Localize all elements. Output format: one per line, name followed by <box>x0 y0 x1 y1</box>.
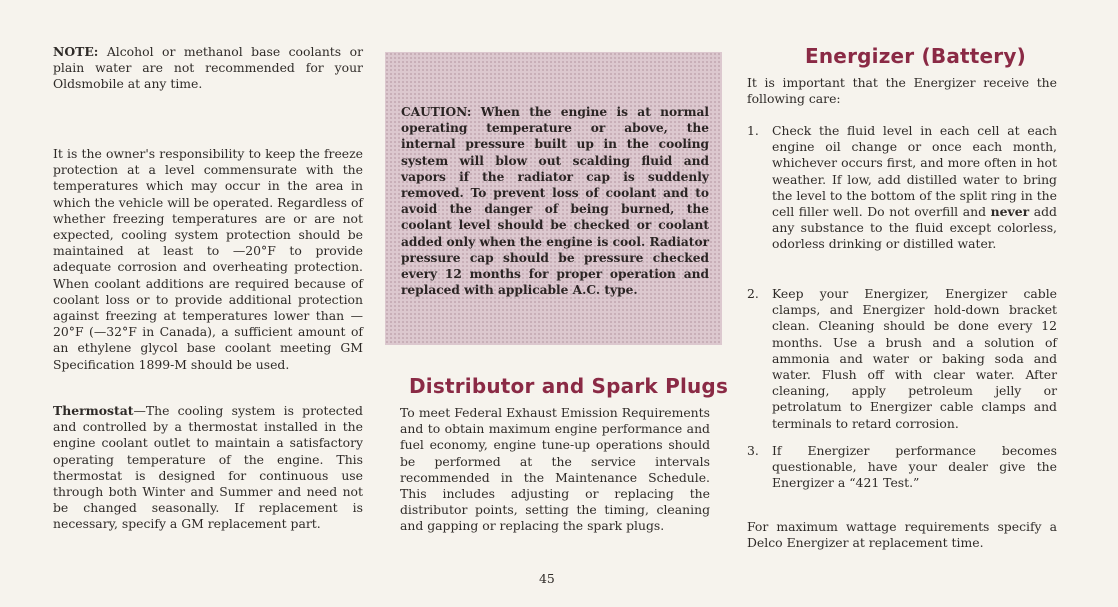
energizer-footer: For maximum wattage requirements specify a Delco Energizer at replacement time. <box>747 519 1057 551</box>
list-item-text: If Energizer performance becomes questionable, have your dealer give the Energizer a “421 Test.” <box>772 443 1057 491</box>
distributor-heading: Distributor and Spark Plugs <box>409 374 729 398</box>
list-item <box>747 123 1057 253</box>
caution-text: CAUTION: When the engine is at normal operating temperature or above, the internal pressure built up in the cooling system will blow out scalding fluid and vapors if the radiator cap is suddenly removed. To prevent loss of coolant and to avoid the danger of being burned, the coolant level should be checked or coolant added only when the engine is cool. Radiator pressure cap should be pressure checked every 12 months for proper operation and replaced with applicable A.C. type. <box>401 105 709 298</box>
list-item-number: 1. <box>747 123 759 138</box>
caution-box <box>385 52 722 345</box>
thermostat-label: Thermostat <box>53 403 134 418</box>
list-item-text: Keep your Energizer, Energizer cable clamps, and Energizer hold-down bracket clean. Cleaning should be done every 12 months. Use a brush and a solution of ammonia and water or baking soda and water. Flush off with clear water. After cleaning, apply petroleum jelly or petrolatum to Energizer cable clamps and terminals to retard corrosion. <box>772 286 1057 431</box>
list-item <box>747 286 1057 432</box>
list-item-emphasis: never <box>990 204 1030 220</box>
page-number: 45 <box>539 571 555 586</box>
freeze-protection-paragraph: It is the owner's responsibility to keep the freeze protection at a level commensurate with the temperatures which may occur in the area in which the vehicle will be operated. Regardless of whether freezing temperatures are or are not expected, cooling system protection should be maintained at least to —20°F to provide adequate corrosion and overheating protection. When coolant additions are required because of coolant loss or to provide additional protection against freezing at temperatures lower than —20°F (—32°F in Canada), a sufficient amount of an ethylene glycol base coolant meeting GM Specification 1899-M should be used. <box>53 146 363 372</box>
thermostat-paragraph <box>53 403 363 533</box>
list-item-text <box>772 123 1057 253</box>
distributor-paragraph: To meet Federal Exhaust Emission Requirements and to obtain maximum engine performance and fuel economy, engine tune-up operations should be performed at the service intervals recommended in the Maintenance Schedule. This includes adjusting or replacing the distributor points, setting the timing, cleaning and gapping or replacing the spark plugs. <box>400 405 710 534</box>
thermostat-text: —The cooling system is protected and controlled by a thermostat installed in the engine coolant outlet to maintain a satisfactory operating temperature of the engine. This thermostat is designed for continuous use through both Winter and Summer and need not be changed seasonally. If replacement is necessary, specify a GM replacement part. <box>53 403 363 532</box>
energizer-intro: It is important that the Energizer receive the following care: <box>747 75 1057 107</box>
note-text: Alcohol or methanol base coolants or plain water are not recommended for your Oldsmobile at any time. <box>53 44 363 92</box>
coolant-note <box>53 44 363 93</box>
list-item <box>747 443 1057 492</box>
list-item-number: 2. <box>747 286 759 301</box>
list-item-text-part: Check the fluid level in each cell at each engine oil change or once each month, whichever occurs first, and more often in hot weather. If low, add distilled water to bring the level to the bottom of the split ring in the cell filler well. Do not overfill and <box>772 123 1057 220</box>
list-item-number: 3. <box>747 443 759 458</box>
energizer-heading: Energizer (Battery) <box>805 44 1026 68</box>
note-label: NOTE: <box>53 44 99 59</box>
list-item-text-part: add any substance to the fluid except colorless, odorless drinking or distilled water. <box>772 204 1057 252</box>
